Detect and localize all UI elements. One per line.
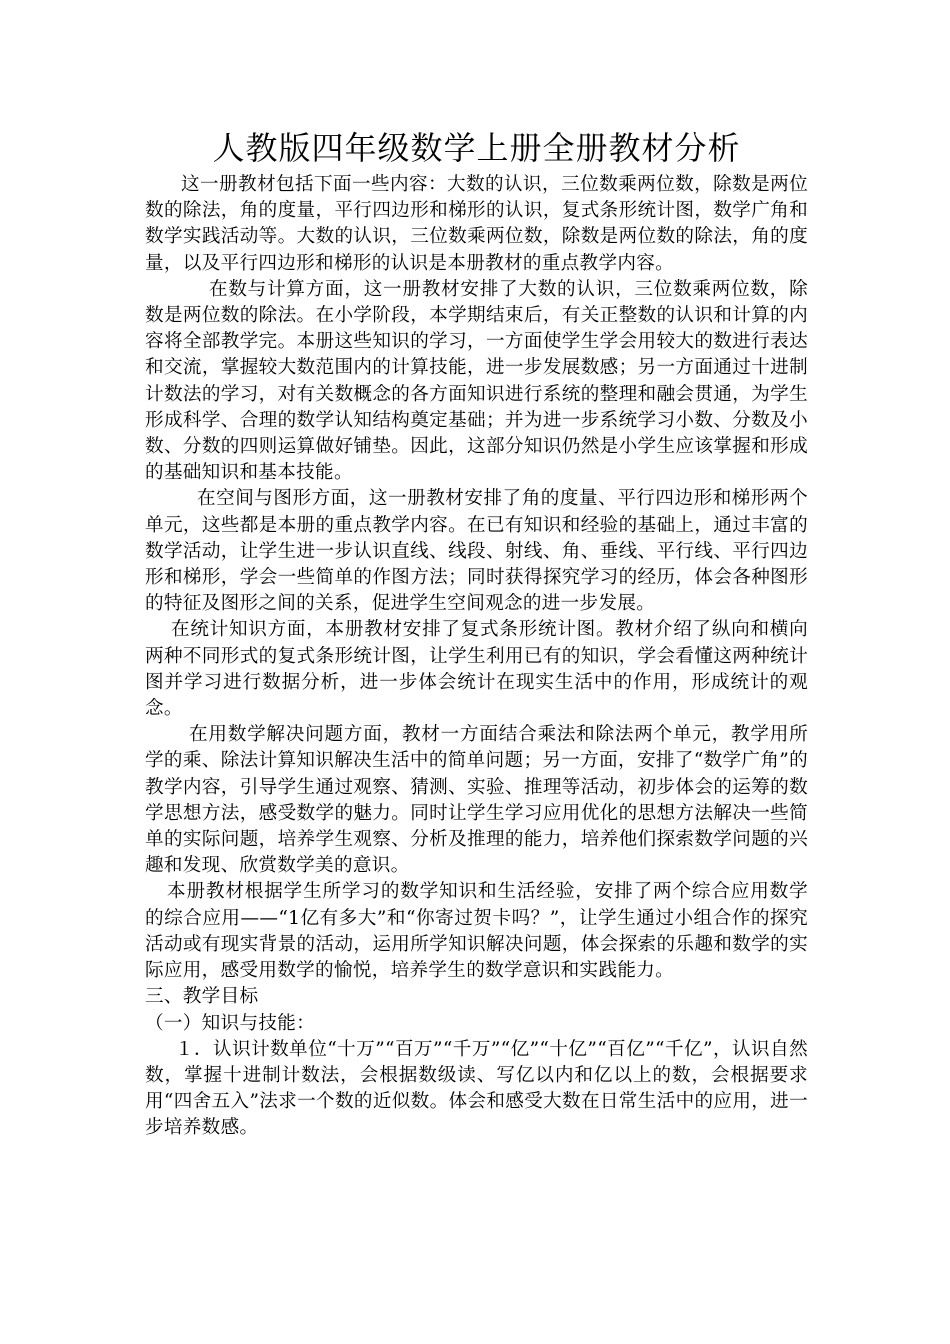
paragraph-overview: 这一册教材包括下面一些内容：大数的认识，三位数乘两位数，除数是两位数的除法，角的度量，平行四边形和梯形的认识，复式条形统计图，数学广角和数学实践活动等。大数的认识，三位数乘两位数，除数是两位数的除法，角的度量，以及平行四边形和梯形的认识是本册教材的重点教学内容。: [145, 174, 808, 274]
list-item-1: １．认识计数单位“十万”“百万”“千万”“亿”“十亿”“百亿”“千亿”，认识自然数，掌握十进制计数法，会根据数级读、写亿以内和亿以上的数，会根据要求用“四舍五入”法求一个数的近似数。体会和感受大数在日常生活中的应用，进一步培养数感。: [145, 1038, 808, 1139]
document-page: [145, 128, 808, 1142]
document-title: 人教版四年级数学上册全册教材分析: [212, 129, 741, 167]
paragraph-space-geometry: 在空间与图形方面，这一册教材安排了角的度量、平行四边形和梯形两个单元，这些都是本册的重点教学内容。在已有知识和经验的基础上，通过丰富的数学活动，让学生进一步认识直线、线段、射线、角、垂线、平行线、平行四边形和梯形，学会一些简单的作图方法；同时获得探究学习的经历，体会各种图形的特征及图形之间的关系，促进学生空间观念的进一步发展。: [145, 488, 808, 615]
section-heading-teaching-goals: 三、教学目标: [145, 986, 259, 1008]
paragraph-comprehensive-application: 本册教材根据学生所学习的数学知识和生活经验，安排了两个综合应用数学的综合应用——“1亿有多大”和“你寄过贺卡吗？”，让学生通过小组合作的探究活动或有现实背景的活动，运用所学知识解决问题，体会探索的乐趣和数学的实际应用，感受用数学的愉悦，培养学生的数学意识和实践能力。: [145, 881, 808, 982]
paragraph-statistics: 在统计知识方面，本册教材安排了复式条形统计图。教材介绍了纵向和横向两种不同形式的复式条形统计图，让学生利用已有的知识，学会看懂这两种统计图并学习进行数据分析，进一步体会统计在现实生活中的作用，形成统计的观念。: [145, 619, 808, 720]
paragraph-problem-solving: 在用数学解决问题方面，教材一方面结合乘法和除法两个单元，教学用所学的乘、除法计算知识解决生活中的简单问题；另一方面，安排了“数学广角”的教学内容，引导学生通过观察、猜测、实验、推理等活动，初步体会的运筹的数学思想方法，感受数学的魅力。同时让学生学习应用优化的思想方法解决一些简单的实际问题，培养学生观察、分析及推理的能力，培养他们探索数学问题的兴趣和发现、欣赏数学美的意识。: [145, 724, 808, 877]
sub-heading-knowledge-skills: （一）知识与技能：: [145, 1012, 316, 1034]
paragraph-number-computation: 在数与计算方面，这一册教材安排了大数的认识，三位数乘两位数，除数是两位数的除法。在小学阶段，本学期结束后，有关正整数的认识和计算的内容将全部教学完。本册这些知识的学习，一方面使学生学会用较大的数进行表达和交流，掌握较大数范围内的计算技能，进一步发展数感；另一方面通过十进制计数法的学习，对有关数概念的各方面知识进行系统的整理和融会贯通，为学生形成科学、合理的数学认知结构奠定基础；并为进一步系统学习小数、分数及小数、分数的四则运算做好铺垫。因此，这部分知识仍然是小学生应该掌握和形成的基础知识和基本技能。: [145, 278, 808, 484]
